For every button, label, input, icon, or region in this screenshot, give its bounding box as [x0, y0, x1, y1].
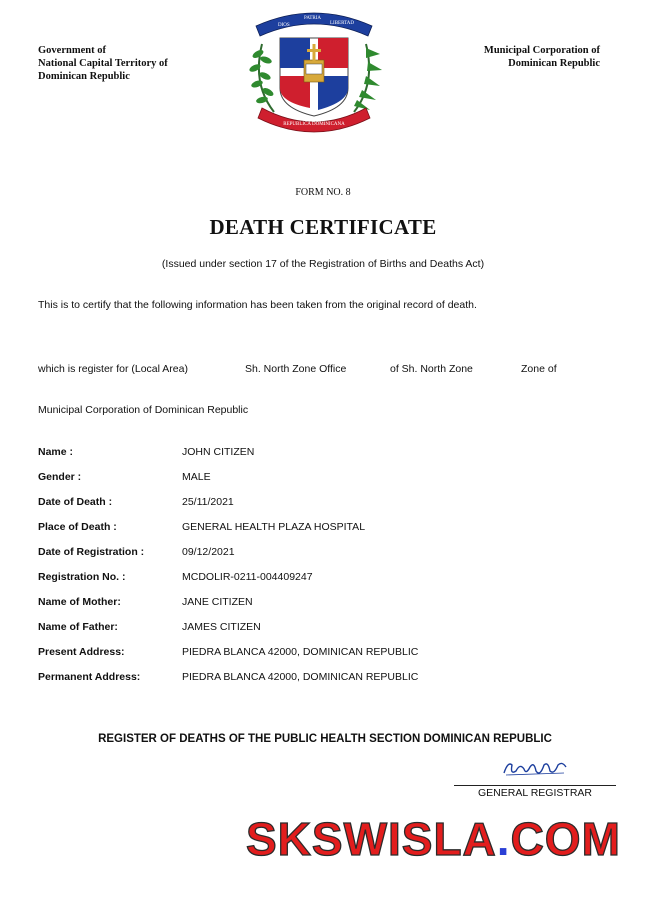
- emblem-ribbon-text: REPUBLICA DOMINICANA: [283, 122, 345, 127]
- registrar-signature: [500, 757, 570, 781]
- gov-line-1: Government of: [38, 45, 106, 56]
- gender-label: Gender :: [38, 471, 82, 483]
- watermark-suffix: COM: [510, 813, 621, 865]
- gov-line-3: Dominican Republic: [38, 71, 130, 82]
- date-of-death-label: Date of Death :: [38, 496, 113, 508]
- watermark-logo: [246, 812, 621, 866]
- reg-of-zone: of Sh. North Zone: [390, 363, 473, 375]
- watermark-dot: .: [496, 813, 511, 865]
- coat-of-arms-emblem: [244, 4, 384, 136]
- date-of-registration-value: 09/12/2021: [182, 546, 235, 558]
- registration-no-label: Registration No. :: [38, 571, 126, 583]
- reg-local-area-prefix: which is register for (Local Area): [38, 363, 188, 375]
- motto-dios: DIOS: [278, 23, 290, 28]
- place-of-death-value: GENERAL HEALTH PLAZA HOSPITAL: [182, 521, 366, 533]
- permanent-address-label: Permanent Address:: [38, 671, 141, 683]
- mother-name-label: Name of Mother:: [38, 596, 121, 608]
- laurel-branch-icon: [248, 44, 274, 112]
- name-label: Name :: [38, 446, 74, 458]
- motto-patria: PATRIA: [304, 16, 322, 21]
- certify-statement: This is to certify that the following information has been taken from the original record of death.: [38, 299, 477, 311]
- date-of-registration-label: Date of Registration :: [38, 546, 145, 558]
- issuing-municipality: [440, 44, 600, 70]
- palm-branch-icon: [354, 44, 382, 112]
- permanent-address-value: PIEDRA BLANCA 42000, DOMINICAN REPUBLIC: [182, 671, 419, 683]
- issuing-government: [38, 44, 168, 83]
- name-value: JOHN CITIZEN: [182, 446, 255, 458]
- motto-libertad: LIBERTAD: [330, 21, 355, 26]
- father-name-label: Name of Father:: [38, 621, 118, 633]
- gender-value: MALE: [182, 471, 211, 483]
- gov-line-2: National Capital Territory of: [38, 58, 168, 69]
- document-title: DEATH CERTIFICATE: [209, 215, 437, 239]
- municipal-corporation-line: Municipal Corporation of Dominican Republic: [38, 404, 249, 416]
- register-statement: REGISTER OF DEATHS OF THE PUBLIC HEALTH SECTION DOMINICAN REPUBLIC: [98, 733, 552, 745]
- present-address-label: Present Address:: [38, 646, 125, 658]
- muni-line-2: Dominican Republic: [508, 58, 600, 69]
- reg-zone-of: Zone of: [521, 363, 557, 375]
- father-name-value: JAMES CITIZEN: [182, 621, 261, 633]
- place-of-death-label: Place of Death :: [38, 521, 117, 533]
- mother-name-value: JANE CITIZEN: [182, 596, 253, 608]
- registration-no-value: MCDOLIR-0211-004409247: [182, 571, 313, 583]
- date-of-death-value: 25/11/2021: [182, 496, 234, 508]
- watermark-main: SKSWISLA: [246, 813, 497, 865]
- general-registrar-title: GENERAL REGISTRAR: [478, 787, 592, 799]
- muni-line-1: Municipal Corporation of: [483, 45, 600, 56]
- form-number: FORM NO. 8: [295, 187, 351, 198]
- signature-line: [454, 785, 616, 786]
- present-address-value: PIEDRA BLANCA 42000, DOMINICAN REPUBLIC: [182, 646, 419, 658]
- reg-office: Sh. North Zone Office: [245, 363, 347, 375]
- issued-under-note: (Issued under section 17 of the Registration of Births and Deaths Act): [161, 258, 485, 270]
